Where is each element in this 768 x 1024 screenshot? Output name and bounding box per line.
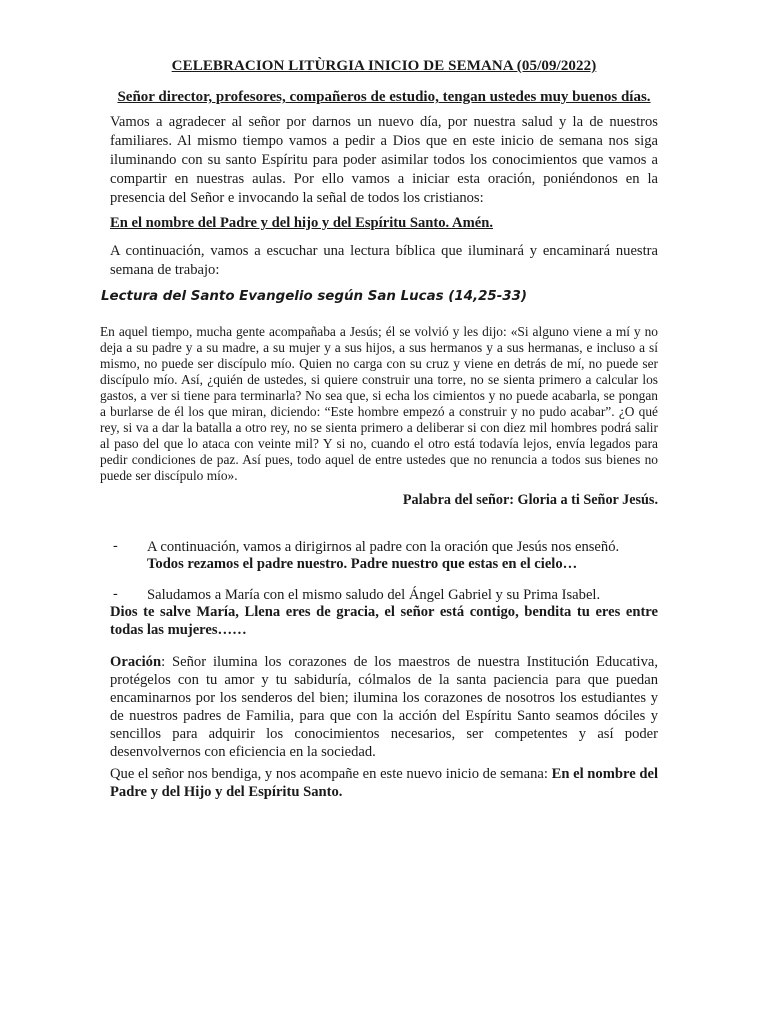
prayer-paragraph xyxy=(110,653,658,761)
bullet-marker-2: - xyxy=(113,586,118,602)
list-item-2-bold: Dios te salve María, Llena eres de gracia, el señor está contigo, bendita tu eres entre todas las mujeres…… xyxy=(110,604,658,638)
list-item-2-text: Saludamos a María con el mismo saludo del Ángel Gabriel y su Prima Isabel. xyxy=(147,587,601,603)
document-title: CELEBRACION LITÙRGIA INICIO DE SEMANA (05/09/2022) xyxy=(171,58,597,74)
continuation-paragraph: A continuación, vamos a escuchar una lectura bíblica que iluminará y encaminará nuestra semana de trabajo: xyxy=(110,243,658,278)
prayer-text: : Señor ilumina los corazones de los maestros de nuestra Institución Educativa, protégelos con tu amor y tu sabiduría, cólmalos de la santa paciencia para que puedan encaminarnos por los senderos del bien; ilumina los corazones de nosotros los estudiantes y de nuestros padres de Familia, para que con la acción del Espíritu Santo seamos dóciles y sencillos para adquirir los conocimientos necesarios, ser competentes y así poder desenvolvernos con eficiencia en la sociedad. xyxy=(110,654,658,760)
sign-of-cross: En el nombre del Padre y del hijo y del Espíritu Santo. Amén. xyxy=(110,215,493,231)
reading-title: Lectura del Santo Evangelio según San Lucas (14,25-33) xyxy=(101,289,528,304)
prayer-label: Oración xyxy=(110,654,162,670)
list-item-1-text: A continuación, vamos a dirigirnos al padre con la oración que Jesús nos enseñó. xyxy=(147,539,620,555)
greeting: Señor director, profesores, compañeros de estudio, tengan ustedes muy buenos días. xyxy=(117,89,651,105)
bullet-marker-1: - xyxy=(113,538,118,554)
intro-paragraph: Vamos a agradecer al señor por darnos un nuevo día, por nuestra salud y la de nuestros familiares. Al mismo tiempo vamos a pedir a Dios que en este inicio de semana nos siga iluminando con su santo Espíritu para poder asimilar todos los conocimientos que vamos a compartir en nuestras aulas. Por ello vamos a iniciar esta oración, poniéndonos en la presencia del Señor e invocando la señal de todos los cristianos: xyxy=(110,114,658,206)
word-of-lord: Palabra del señor: Gloria a ti Señor Jesús. xyxy=(402,492,658,508)
gospel-paragraph: En aquel tiempo, mucha gente acompañaba a Jesús; él se volvió y les dijo: «Si alguno viene a mí y no deja a su padre y a su madre, a su mujer y a sus hijos, a sus hermanos y a sus hermanas, e incluso a sí mismo, no puede ser discípulo mío. Quien no carga con su cruz y viene en detrás de mí, no puede ser discípulo mío. Así, ¿quién de ustedes, si quiere construir una torre, no se sienta primero a calcular los gastos, a ver si tiene para terminarla? No sea que, si echa los cimientos y no puede acabarla, se pongan a burlarse de él los que miran, diciendo: “Este hombre empezó a construir y no pudo acabar”. ¿O qué rey, si va a dar la batalla a otro rey, no se sienta primero a deliberar si con diez mil hombres podrá salir al paso del que lo ataca con veinte mil? Y si no, cuando el otro está todavía lejos, envía legados para pedir condiciones de paz. Así pues, todo aquel de entre ustedes que no renuncia a todos sus bienes no puede ser discípulo mío». xyxy=(100,324,658,483)
closing-bold: En el nombre del Padre y del Hijo y del Espíritu Santo. xyxy=(110,766,659,800)
closing-paragraph xyxy=(110,765,658,801)
list-item-1-bold: Todos rezamos el padre nuestro. Padre nuestro que estas en el cielo… xyxy=(147,556,578,572)
closing-text: Que el señor nos bendiga, y nos acompañe en este nuevo inicio de semana: xyxy=(110,766,552,782)
